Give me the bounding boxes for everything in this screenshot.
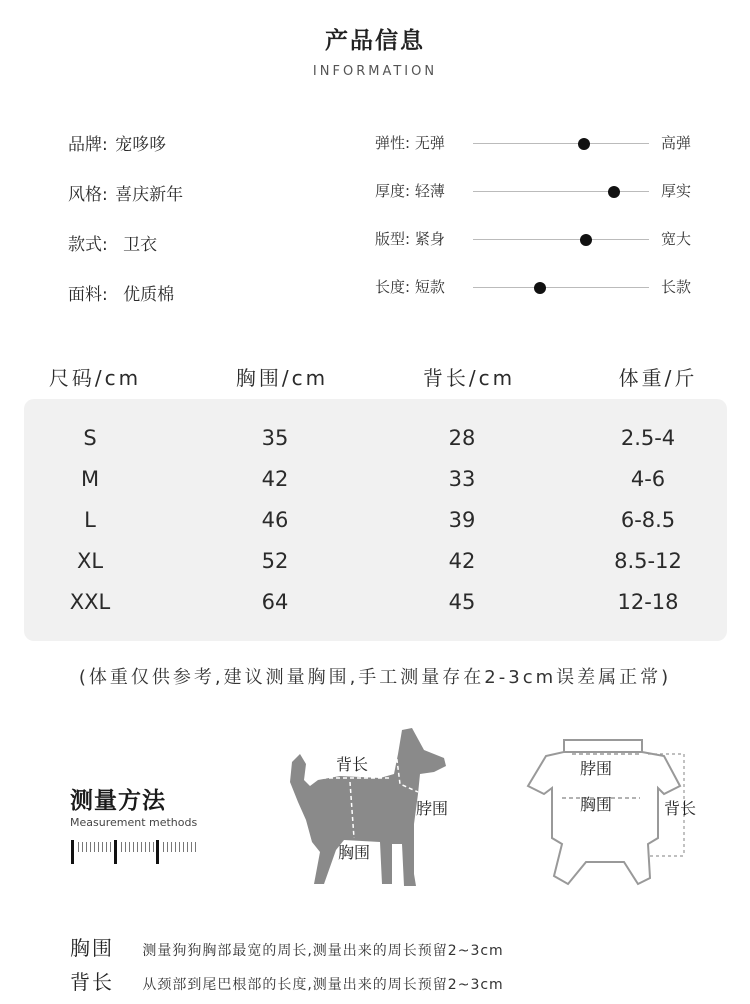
dog-label-back: 背长 — [336, 755, 369, 774]
info-fabric-value: 优质棉 — [123, 285, 175, 305]
ruler-icon — [70, 838, 200, 866]
slider-thickness-track — [473, 191, 649, 192]
cell-back-length: 28 — [448, 426, 476, 450]
definition-term: 背长 — [70, 970, 114, 994]
page-title: 产品信息 — [325, 28, 425, 54]
slider-thickness — [375, 178, 705, 226]
cell-weight: 12-18 — [617, 590, 679, 614]
size-note: (体重仅供参考,建议测量胸围,手工测量存在2-3cm误差属正常) — [78, 667, 672, 688]
cell-chest: 42 — [261, 467, 289, 491]
header-chest: 胸围/cm — [235, 366, 329, 390]
page-subtitle: INFORMATION — [312, 64, 438, 79]
size-table-header — [0, 362, 750, 392]
cell-chest: 64 — [261, 590, 289, 614]
cell-back-length: 33 — [448, 467, 476, 491]
cell-chest: 35 — [261, 426, 289, 450]
header-weight: 体重/斤 — [618, 366, 698, 390]
info-fabric — [68, 280, 183, 330]
dog-label-neck: 脖围 — [416, 799, 449, 818]
info-style-label: 风格: — [68, 185, 108, 205]
cell-back-length: 39 — [448, 508, 476, 532]
slider-fit-marker — [580, 234, 592, 246]
info-type-value: 卫衣 — [123, 235, 158, 255]
attribute-sliders — [375, 130, 705, 322]
cell-size: M — [80, 467, 100, 491]
slider-elasticity-label: 弹性: 无弹 — [375, 134, 445, 152]
cell-chest: 52 — [261, 549, 289, 573]
slider-length-label: 长度: 短款 — [375, 278, 445, 296]
dog-label-chest: 胸围 — [338, 843, 371, 862]
info-brand — [68, 130, 183, 180]
cell-size: XL — [76, 549, 104, 573]
table-row — [24, 426, 727, 466]
cell-size: XXL — [69, 590, 111, 614]
info-type-label: 款式: — [68, 235, 108, 255]
garment-label-back: 背长 — [664, 799, 697, 818]
cell-chest: 46 — [261, 508, 289, 532]
table-row — [24, 590, 727, 630]
info-style-value: 喜庆新年 — [115, 185, 184, 205]
slider-elasticity — [375, 130, 705, 178]
slider-thickness-marker — [608, 186, 620, 198]
slider-fit — [375, 226, 705, 274]
slider-thickness-label: 厚度: 轻薄 — [375, 182, 445, 200]
info-type — [68, 230, 183, 280]
info-style — [68, 180, 183, 230]
table-row — [24, 467, 727, 507]
cell-weight: 8.5-12 — [614, 549, 682, 573]
slider-elasticity-track — [473, 143, 649, 144]
cell-back-length: 42 — [448, 549, 476, 573]
cell-weight: 6-8.5 — [620, 508, 676, 532]
info-brand-value: 宠哆哆 — [115, 135, 167, 155]
slider-fit-track — [473, 239, 649, 240]
cell-size: L — [84, 508, 96, 532]
definition-chest — [70, 932, 504, 961]
garment-label-neck: 脖围 — [580, 759, 613, 778]
definition-term: 胸围 — [70, 936, 114, 960]
dog-diagram — [284, 724, 484, 894]
slider-length-track — [473, 287, 649, 288]
slider-length-marker — [534, 282, 546, 294]
slider-length-high: 长款 — [661, 278, 692, 296]
info-brand-label: 品牌: — [68, 135, 108, 155]
measure-title: 测量方法 — [70, 788, 166, 814]
cell-weight: 2.5-4 — [620, 426, 676, 450]
table-row — [24, 508, 727, 548]
measure-subtitle: Measurement methods — [70, 816, 198, 829]
slider-fit-high: 宽大 — [661, 230, 692, 248]
table-row — [24, 549, 727, 589]
info-fabric-label: 面料: — [68, 285, 108, 305]
garment-label-chest: 胸围 — [580, 795, 613, 814]
slider-elasticity-high: 高弹 — [661, 134, 692, 152]
slider-fit-label: 版型: 紧身 — [375, 230, 445, 248]
product-info-list — [68, 130, 183, 330]
cell-back-length: 45 — [448, 590, 476, 614]
slider-thickness-high: 厚实 — [661, 182, 692, 200]
header-back-length: 背长/cm — [422, 366, 516, 390]
header-size: 尺码/cm — [48, 366, 142, 390]
definition-desc: 测量狗狗胸部最宽的周长,测量出来的周长预留2~3cm — [142, 943, 504, 959]
cell-size: S — [83, 426, 97, 450]
garment-diagram — [524, 732, 714, 892]
slider-length — [375, 274, 705, 322]
dog-silhouette-icon — [284, 724, 484, 894]
definition-desc: 从颈部到尾巴根部的长度,测量出来的周长预留2~3cm — [142, 977, 504, 993]
cell-weight: 4-6 — [630, 467, 666, 491]
definition-back-length — [70, 966, 504, 995]
slider-elasticity-marker — [578, 138, 590, 150]
size-table — [24, 399, 727, 641]
